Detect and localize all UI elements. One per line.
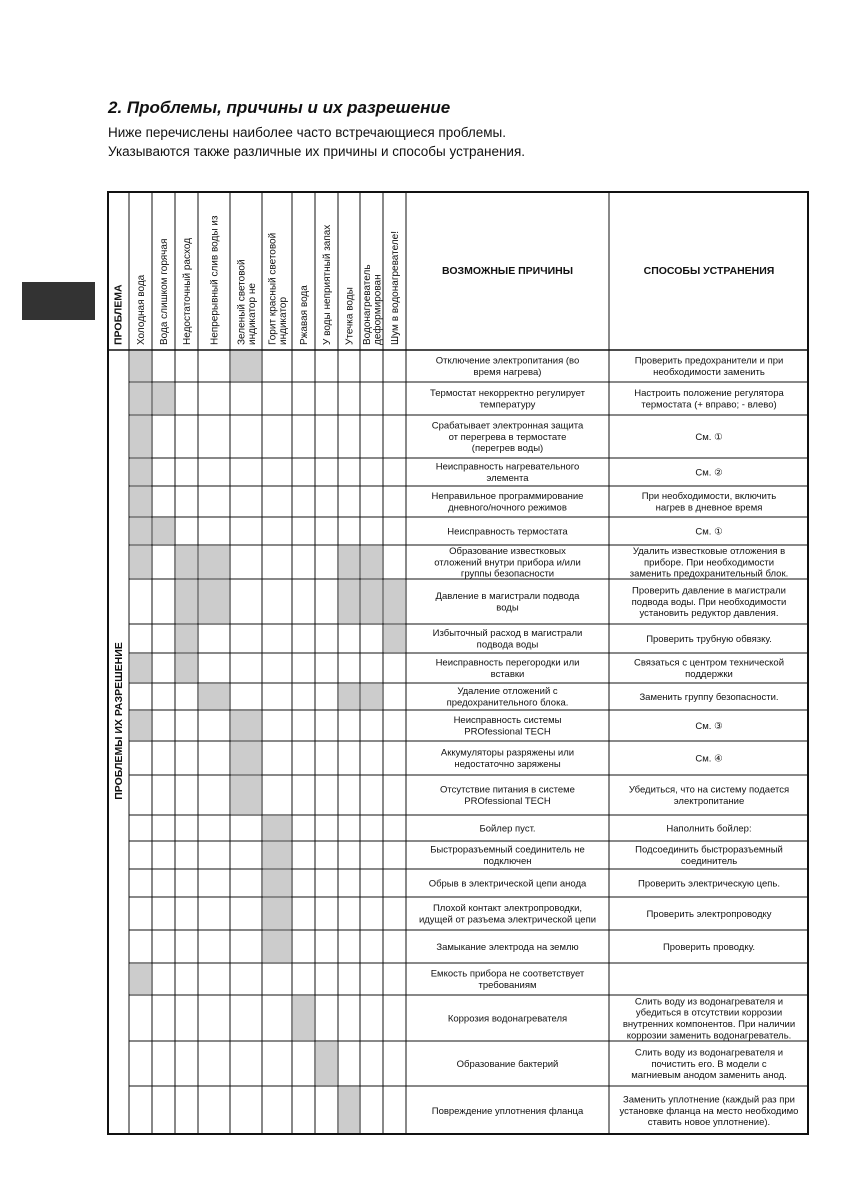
solution-text: См. ③ xyxy=(695,720,723,732)
cause-text: Неправильное программирование xyxy=(431,491,584,503)
solution-text: приборе. При необходимости xyxy=(643,557,775,569)
solution-text: Настроить положение регулятора xyxy=(634,388,784,400)
solution-text: убедиться в отсутствии коррозии xyxy=(635,1007,783,1019)
cause-text: Удаление отложений с xyxy=(457,686,558,698)
intro-line-2: Указываются также различные их причины и способы устранения. xyxy=(108,144,526,159)
mark-cell xyxy=(153,383,174,414)
solution-text: Убедиться, что на систему подается xyxy=(628,784,790,796)
solution-text: Удалить известковые отложения в xyxy=(632,546,786,558)
mark-cell xyxy=(199,546,229,578)
cause-text: элемента xyxy=(486,472,529,484)
cause-text: время нагрева) xyxy=(473,366,542,378)
solution-text: заменить предохранительный блок. xyxy=(629,568,789,580)
mark-cell xyxy=(316,1042,337,1085)
mark-cell xyxy=(130,487,151,516)
solution-text: Проверить проводку. xyxy=(662,941,756,953)
mark-cell xyxy=(231,742,261,774)
section-title: 2. Проблемы, причины и их разрешение xyxy=(108,98,451,117)
solution-text: Заменить группу безопасности. xyxy=(639,691,779,703)
cause-text: Образование бактерий xyxy=(456,1058,559,1070)
cause-text: Повреждение уплотнения фланца xyxy=(431,1105,584,1117)
solution-text: установить редуктор давления. xyxy=(639,608,779,620)
mark-cell xyxy=(199,684,229,709)
cause-text: недостаточно заряжены xyxy=(454,758,561,770)
mark-cell xyxy=(384,625,405,652)
mark-cell xyxy=(130,654,151,682)
cause-text: Плохой контакт электропроводки, xyxy=(432,903,583,915)
solution-text: См. ① xyxy=(695,526,723,538)
solution-text: нагрев в дневное время xyxy=(655,502,763,514)
column-header: Вода слишком горячая xyxy=(159,238,170,345)
mark-cell xyxy=(176,654,197,682)
mark-cell xyxy=(293,996,314,1040)
column-header: Холодная вода xyxy=(136,274,147,345)
cause-text: Образование известковых xyxy=(449,546,566,558)
cause-text: Бойлер пуст. xyxy=(479,823,536,835)
solution-text: Слить воду из водонагревателя и xyxy=(634,996,784,1008)
column-header: Ржавая вода xyxy=(299,285,310,345)
troubleshooting-table xyxy=(107,191,809,1135)
solution-text: Заменить уплотнение (каждый раз при xyxy=(623,1094,795,1106)
solution-text: электропитание xyxy=(673,795,745,807)
cause-text: группы безопасности xyxy=(460,568,555,580)
solution-text: См. ② xyxy=(695,467,723,479)
cause-text: отложений внутри прибора и/или xyxy=(434,557,581,569)
column-header: Шум в водонагревателе! xyxy=(390,230,401,345)
mark-cell xyxy=(339,1087,359,1134)
mark-cell xyxy=(130,964,151,994)
cause-text: Емкость прибора не соответствует xyxy=(430,968,585,980)
cause-text: PROfessional TECH xyxy=(464,726,551,738)
cause-text: Аккумуляторы разряжены или xyxy=(440,747,575,759)
solution-text: соединитель xyxy=(680,855,738,867)
cause-text: Отсутствие питания в системе xyxy=(440,784,575,796)
solution-text: ставить новое уплотнение). xyxy=(647,1117,771,1129)
solution-text: Слить воду из водонагревателя и xyxy=(634,1047,784,1059)
solution-text: Связаться с центром технической xyxy=(633,657,785,669)
cause-text: дневного/ночного режимов xyxy=(448,502,567,514)
mark-cell xyxy=(263,931,291,962)
section-tab-marker xyxy=(22,282,95,320)
solution-text: внутренних компонентов. При наличии xyxy=(622,1018,796,1030)
column-header: Горит красный световой xyxy=(267,232,279,345)
solution-text: Проверить предохранители и при xyxy=(634,355,784,367)
solution-text: Подсоединить быстроразъемный xyxy=(635,844,783,856)
cause-text: Избыточный расход в магистрали xyxy=(432,628,583,640)
solution-text: Наполнить бойлер: xyxy=(666,823,752,835)
cause-text: требованиям xyxy=(478,979,537,991)
mark-cell xyxy=(263,842,291,868)
solution-text: термостата (+ вправо; - влево) xyxy=(641,399,777,411)
cause-text: вставки xyxy=(490,668,525,680)
mark-cell xyxy=(130,711,151,740)
causes-header: ВОЗМОЖНЫЕ ПРИЧИНЫ xyxy=(442,265,573,277)
mark-cell xyxy=(176,580,197,623)
mark-cell xyxy=(361,546,382,578)
problem-header: ПРОБЛЕМА xyxy=(112,284,125,345)
solution-text: почистить его. В модели с xyxy=(651,1058,767,1070)
section-intro xyxy=(108,123,525,161)
cause-text: Быстроразъемный соединитель не xyxy=(430,844,585,856)
cause-text: (перегрев воды) xyxy=(471,443,544,455)
intro-line-1: Ниже перечислены наиболее часто встречающиеся проблемы. xyxy=(108,125,506,140)
cause-text: температуру xyxy=(479,399,536,411)
mark-cell xyxy=(153,518,174,544)
mark-cell xyxy=(130,546,151,578)
solution-text: См. ④ xyxy=(695,753,723,765)
cause-text: PROfessional TECH xyxy=(464,795,551,807)
cause-text: Термостат некорректно регулирует xyxy=(430,388,585,400)
solution-text: магниевым анодом заменить анод. xyxy=(631,1070,787,1082)
solution-text: поддержки xyxy=(685,668,733,680)
cause-text: Неисправность системы xyxy=(453,715,562,727)
mark-cell xyxy=(231,711,261,740)
column-header: Зеленый световой xyxy=(236,259,248,345)
solution-text: При необходимости, включить xyxy=(641,491,777,503)
cause-text: Неисправность термостата xyxy=(447,526,568,538)
cause-text: Давление в магистрали подвода xyxy=(435,591,580,603)
column-header: Водонагреватель xyxy=(361,264,373,345)
column-header: Недостаточный расход xyxy=(182,237,193,345)
mark-cell xyxy=(384,580,405,623)
column-header: индикатор не xyxy=(246,283,258,345)
mark-cell xyxy=(176,625,197,652)
cause-text: Срабатывает электронная защита xyxy=(431,420,584,432)
mark-cell xyxy=(361,684,382,709)
cause-text: Неисправность перегородки или xyxy=(435,657,580,669)
mark-cell xyxy=(339,546,359,578)
cause-text: подключен xyxy=(483,855,532,867)
solution-text: необходимости заменить xyxy=(653,366,765,378)
solution-text: См. ① xyxy=(695,431,723,443)
solution-text: Проверить давление в магистрали xyxy=(632,585,786,597)
solution-text: коррозии заменить водонагреватель. xyxy=(626,1030,792,1042)
mark-cell xyxy=(339,684,359,709)
cause-text: Обрыв в электрической цепи анода xyxy=(428,878,587,890)
side-label: ПРОБЛЕМЫ ИХ РАЗРЕШЕНИЕ xyxy=(113,642,125,800)
column-header: Утечка воды xyxy=(344,287,356,345)
mark-cell xyxy=(361,580,382,623)
solutions-header: СПОСОБЫ УСТРАНЕНИЯ xyxy=(643,265,775,277)
mark-cell xyxy=(130,383,151,414)
solution-text: Проверить электропроводку xyxy=(646,908,772,920)
mark-cell xyxy=(263,898,291,929)
solution-text: подвода воды. При необходимости xyxy=(631,596,787,608)
mark-cell xyxy=(199,580,229,623)
mark-cell xyxy=(231,351,261,381)
cause-text: Неисправность нагревательного xyxy=(435,461,580,473)
column-header: деформирован xyxy=(372,274,384,345)
mark-cell xyxy=(263,816,291,840)
column-header: Непрерывный слив воды из xyxy=(209,215,221,345)
cause-text: идущей от разъема электрической цепи xyxy=(418,914,597,926)
cause-text: от перегрева в термостате xyxy=(448,431,567,443)
solution-text: установке фланца на место необходимо xyxy=(619,1105,799,1117)
mark-cell xyxy=(130,459,151,485)
cause-text: Коррозия водонагревателя xyxy=(447,1013,568,1025)
column-header: У воды неприятный запах xyxy=(322,224,333,345)
cause-text: подвода воды xyxy=(476,639,539,651)
cause-text: Замыкание электрода на землю xyxy=(436,941,579,953)
table-shading xyxy=(130,351,405,1134)
solution-text: Проверить трубную обвязку. xyxy=(646,633,772,645)
cause-text: предохранительного блока. xyxy=(446,697,569,709)
mark-cell xyxy=(130,351,151,381)
mark-cell xyxy=(339,580,359,623)
solution-text: Проверить электрическую цепь. xyxy=(638,878,780,890)
mark-cell xyxy=(130,416,151,457)
mark-cell xyxy=(231,776,261,814)
mark-cell xyxy=(263,870,291,896)
table-labels xyxy=(113,215,799,1128)
cause-text: Отключение электропитания (во xyxy=(435,355,580,367)
column-header: индикатор xyxy=(277,296,289,345)
mark-cell xyxy=(176,546,197,578)
mark-cell xyxy=(130,518,151,544)
cause-text: воды xyxy=(496,602,519,614)
